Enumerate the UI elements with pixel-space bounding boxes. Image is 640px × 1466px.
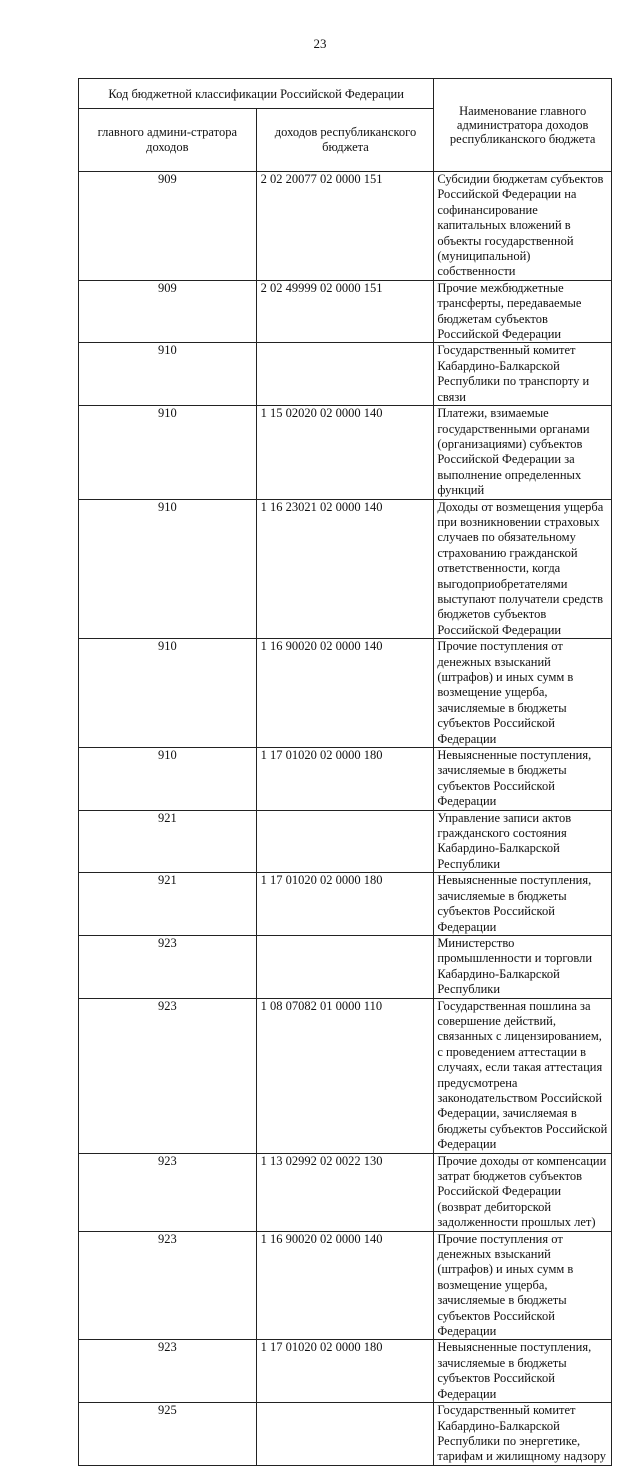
administrator-name-cell: Субсидии бюджетам субъектов Российской Федерации на софинансирование капитальных вложений в объекты государственной (муниципальной) собственности bbox=[434, 172, 612, 281]
table-row bbox=[79, 1340, 612, 1403]
administrator-name-cell: Прочие поступления от денежных взысканий (штрафов) и иных сумм в возмещение ущерба, зачисляемые в бюджеты субъектов Российской Федерации bbox=[434, 639, 612, 748]
income-code-cell bbox=[256, 935, 434, 998]
table-row bbox=[79, 998, 612, 1153]
administrator-name-cell: Прочие доходы от компенсации затрат бюджетов субъектов Российской Федерации (возврат дебиторской задолженности прошлых лет) bbox=[434, 1153, 612, 1231]
administrator-name-cell: Государственный комитет Кабардино-Балкарской Республики по энергетике, тарифам и жилищному надзору bbox=[434, 1403, 612, 1466]
header-budget-code-group: Код бюджетной классификации Российской Федерации bbox=[79, 79, 434, 109]
admin-code-cell: 921 bbox=[79, 810, 257, 873]
administrator-name-cell: Невыясненные поступления, зачисляемые в бюджеты субъектов Российской Федерации bbox=[434, 748, 612, 811]
income-code-cell: 1 17 01020 02 0000 180 bbox=[256, 748, 434, 811]
table-row bbox=[79, 873, 612, 936]
administrator-name-cell: Невыясненные поступления, зачисляемые в бюджеты субъектов Российской Федерации bbox=[434, 1340, 612, 1403]
income-code-cell: 1 16 90020 02 0000 140 bbox=[256, 639, 434, 748]
page-number: 23 bbox=[313, 36, 327, 51]
table-row bbox=[79, 1403, 612, 1466]
income-code-cell bbox=[256, 343, 434, 406]
administrator-name-cell: Доходы от возмещения ущерба при возникновении страховых случаев по обязательному страхованию гражданской ответственности, когда выгодоприобретателями выступают получатели средств бюджетов субъектов Российской Федерации bbox=[434, 499, 612, 639]
income-code-cell: 1 16 23021 02 0000 140 bbox=[256, 499, 434, 639]
admin-code-cell: 923 bbox=[79, 1153, 257, 1231]
admin-code-cell: 923 bbox=[79, 1340, 257, 1403]
header-main-administrator: главного админи-стратора доходов bbox=[79, 109, 257, 172]
table-body bbox=[79, 172, 612, 1466]
admin-code-cell: 910 bbox=[79, 406, 257, 499]
income-code-cell: 1 15 02020 02 0000 140 bbox=[256, 406, 434, 499]
administrator-name-cell: Платежи, взимаемые государственными органами (организациями) субъектов Российской Федерации за выполнение определенных функций bbox=[434, 406, 612, 499]
income-code-cell: 2 02 49999 02 0000 151 bbox=[256, 280, 434, 343]
income-code-cell bbox=[256, 1403, 434, 1466]
income-code-cell: 1 17 01020 02 0000 180 bbox=[256, 873, 434, 936]
income-code-cell: 1 17 01020 02 0000 180 bbox=[256, 1340, 434, 1403]
admin-code-cell: 910 bbox=[79, 343, 257, 406]
administrator-name-cell: Государственный комитет Кабардино-Балкарской Республики по транспорту и связи bbox=[434, 343, 612, 406]
table-row bbox=[79, 172, 612, 281]
admin-code-cell: 923 bbox=[79, 935, 257, 998]
administrator-name-cell: Прочие поступления от денежных взысканий (штрафов) и иных сумм в возмещение ущерба, зачисляемые в бюджеты субъектов Российской Федерации bbox=[434, 1231, 612, 1340]
table-row bbox=[79, 1231, 612, 1340]
table-row bbox=[79, 935, 612, 998]
administrator-name-cell: Государственная пошлина за совершение действий, связанных с лицензированием, с проведением аттестации в случаях, если такая аттестация предусмотрена законодательством Российской Федерации, зачисляемая в бюджеты субъектов Российской Федерации bbox=[434, 998, 612, 1153]
table-row bbox=[79, 499, 612, 639]
admin-code-cell: 923 bbox=[79, 1231, 257, 1340]
admin-code-cell: 909 bbox=[79, 172, 257, 281]
admin-code-cell: 910 bbox=[79, 639, 257, 748]
admin-code-cell: 910 bbox=[79, 499, 257, 639]
income-code-cell: 1 08 07082 01 0000 110 bbox=[256, 998, 434, 1153]
table-row bbox=[79, 343, 612, 406]
admin-code-cell: 923 bbox=[79, 998, 257, 1153]
table-row bbox=[79, 748, 612, 811]
income-code-cell: 1 16 90020 02 0000 140 bbox=[256, 1231, 434, 1340]
administrator-name-cell: Управление записи актов гражданского состояния Кабардино-Балкарской Республики bbox=[434, 810, 612, 873]
table-row bbox=[79, 810, 612, 873]
header-administrator-name: Наименование главного администратора доходов республиканского бюджета bbox=[434, 79, 612, 172]
table-row bbox=[79, 406, 612, 499]
admin-code-cell: 909 bbox=[79, 280, 257, 343]
header-republic-budget-income: доходов республиканского бюджета bbox=[256, 109, 434, 172]
income-code-cell: 2 02 20077 02 0000 151 bbox=[256, 172, 434, 281]
administrator-name-cell: Министерство промышленности и торговли Кабардино-Балкарской Республики bbox=[434, 935, 612, 998]
income-code-cell bbox=[256, 810, 434, 873]
table-row bbox=[79, 280, 612, 343]
income-code-cell: 1 13 02992 02 0022 130 bbox=[256, 1153, 434, 1231]
table-row bbox=[79, 639, 612, 748]
administrator-name-cell: Невыясненные поступления, зачисляемые в бюджеты субъектов Российской Федерации bbox=[434, 873, 612, 936]
table-row bbox=[79, 1153, 612, 1231]
admin-code-cell: 925 bbox=[79, 1403, 257, 1466]
admin-code-cell: 910 bbox=[79, 748, 257, 811]
admin-code-cell: 921 bbox=[79, 873, 257, 936]
administrator-name-cell: Прочие межбюджетные трансферты, передаваемые бюджетам субъектов Российской Федерации bbox=[434, 280, 612, 343]
budget-classification-table bbox=[78, 78, 612, 1466]
